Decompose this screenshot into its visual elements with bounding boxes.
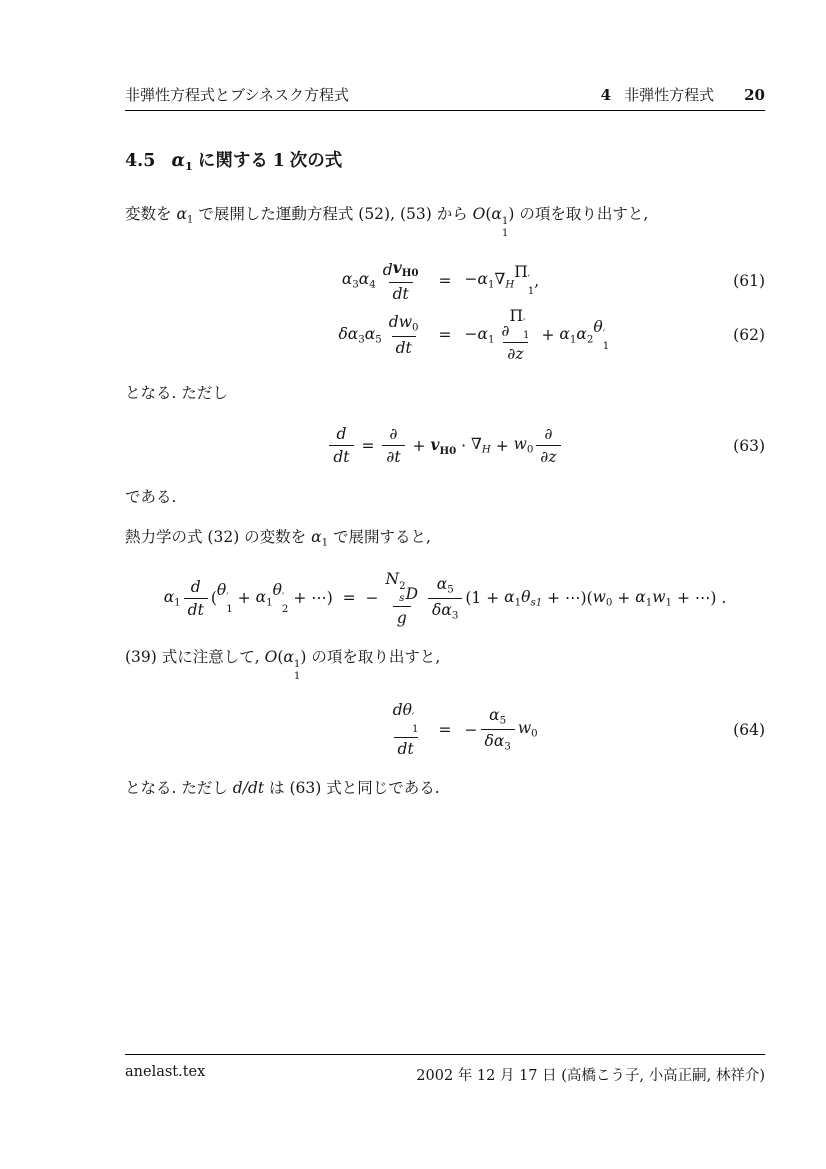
math-text: Π ′ 1 — [514, 263, 535, 298]
paragraph — [125, 486, 765, 509]
section-heading-number: 4.5 — [125, 151, 156, 171]
math-text: α — [635, 587, 646, 606]
math-text: $dw_0$ — [388, 313, 419, 334]
math-text: Π ′ 1 — [509, 306, 530, 341]
math-text: ∂ — [544, 425, 553, 444]
math-text: ∇ — [494, 270, 506, 289]
math-text: ∂ — [501, 322, 510, 341]
math-text: = — [356, 436, 380, 455]
math-text: 変数を — [125, 205, 177, 224]
math-text: の項を取り出すと, — [514, 205, 649, 224]
math-text: δα — [484, 732, 505, 751]
math-text: N 2 s — [385, 569, 406, 604]
math-text: $\alpha_2$ — [576, 324, 594, 346]
math-text: で展開した運動方程式 (52), (53) から — [193, 205, 473, 224]
math-text: d — [190, 577, 201, 596]
math-text: は (63) 式と同じである. — [264, 779, 440, 798]
math-text: d — [382, 261, 393, 280]
math-text: 1 — [184, 159, 193, 174]
math-text: H0 — [401, 267, 419, 280]
fraction — [184, 576, 208, 621]
math-text: $\delta\alpha_3$ — [484, 732, 511, 753]
equation-body — [125, 423, 765, 468]
page-content — [125, 0, 765, 817]
equation-rhs — [465, 263, 766, 298]
math-text: dt — [397, 739, 414, 758]
paragraph — [125, 382, 765, 405]
math-text: θ — [272, 580, 282, 599]
math-text: $w_0$ — [592, 587, 613, 609]
math-text — [494, 270, 514, 291]
equals-sign: = — [438, 271, 452, 290]
math-text — [521, 588, 542, 609]
math-text: g — [396, 608, 407, 627]
math-text — [430, 435, 456, 457]
math-text: α — [283, 647, 294, 666]
fraction — [497, 305, 533, 366]
math-text: α — [489, 706, 500, 725]
math-text: $\delta\alpha_3$ — [338, 324, 365, 346]
math-text: − — [464, 720, 478, 739]
equation-number: (63) — [733, 436, 765, 455]
math-text: の項を取り出すと, — [306, 647, 441, 666]
math-text: dt — [395, 338, 412, 357]
math-text — [393, 258, 419, 281]
equation-lhs — [125, 699, 426, 760]
math-text: 次の式 — [284, 150, 343, 170]
math-text: ( — [485, 205, 492, 224]
math-text: $\alpha_5$ — [364, 324, 382, 346]
math-text: θ — [593, 317, 603, 336]
math-text: $-\alpha_1$ — [464, 270, 495, 291]
math-text: $-\alpha_1$ — [464, 324, 495, 346]
equals-sign: = — [438, 720, 452, 739]
footer-date-authors: 2002 年 12 月 17 日 (高橋こう子, 小高正嗣, 林祥介) — [416, 1068, 765, 1084]
equation-rhs — [465, 305, 766, 366]
math-text: Π — [509, 306, 524, 325]
math-text: α 1 1 — [491, 205, 509, 239]
math-text: w — [513, 435, 527, 454]
fraction — [382, 568, 423, 629]
fraction — [428, 573, 462, 624]
math-text: θ ′ 1 — [593, 317, 610, 352]
math-text: $w_0$ — [513, 435, 534, 456]
math-text: + — [490, 436, 514, 455]
math-text — [171, 151, 193, 174]
footer-filename: anelast.tex — [125, 1064, 206, 1080]
math-text: α — [255, 587, 267, 606]
math-text: θ ′ 1 — [216, 580, 233, 615]
paragraph — [125, 646, 765, 683]
math-text: α 1 1 — [283, 647, 301, 682]
math-text: , — [534, 271, 540, 290]
math-text: N — [385, 569, 400, 588]
math-text: H0 — [439, 444, 457, 457]
math-text: $\delta\alpha_3$ — [432, 600, 459, 622]
math-text: H — [481, 445, 491, 456]
equation-number: (62) — [733, 326, 765, 345]
equation-lhs — [125, 257, 426, 305]
equation-block — [125, 699, 765, 760]
math-text: となる. ただし — [125, 779, 233, 798]
math-text: θ ′ 2 — [272, 580, 289, 615]
math-text: である. — [125, 487, 177, 506]
equation-row — [125, 305, 765, 366]
math-text: −α — [464, 270, 488, 289]
section-heading — [125, 147, 765, 173]
equation-block — [125, 568, 765, 629]
header-section-title: 非弾性方程式 — [624, 87, 715, 104]
math-text: $\alpha_1$ — [163, 587, 181, 609]
math-text: α — [576, 324, 587, 343]
math-text: α — [176, 205, 187, 224]
math-text: dθ ′ 1 — [392, 701, 419, 736]
math-text: d/dt — [232, 779, 265, 798]
math-text: + ⋯) . — [672, 589, 727, 608]
math-text: + — [407, 436, 431, 455]
math-text: v — [430, 434, 440, 454]
header-section-number: 4 — [600, 86, 612, 104]
math-text: ( — [277, 647, 284, 666]
document-body — [125, 203, 765, 800]
math-text: ∂z — [507, 345, 524, 364]
header-right — [601, 84, 765, 105]
math-text: + ⋯)( — [542, 589, 593, 608]
header-page-number: 20 — [744, 86, 765, 104]
math-text: (1 + — [465, 589, 505, 608]
math-text: d — [336, 425, 347, 444]
math-text: δα — [432, 600, 452, 619]
equation-row — [125, 699, 765, 760]
math-text: + ⋯) — [288, 589, 333, 608]
math-text: O — [264, 647, 278, 666]
math-text: $\alpha_1$ — [255, 587, 273, 609]
math-text: に関する — [192, 150, 273, 170]
paragraph — [125, 777, 765, 800]
equation-row — [125, 257, 765, 305]
math-text: · — [456, 436, 472, 455]
math-text: D — [405, 585, 419, 604]
fraction — [536, 423, 560, 468]
math-text: $\alpha_5$ — [436, 574, 454, 596]
math-text: $\alpha_4$ — [358, 270, 376, 291]
math-text: で展開すると, — [328, 527, 431, 546]
math-text: α — [559, 324, 570, 343]
math-text — [471, 435, 491, 456]
math-text: α — [436, 574, 448, 593]
math-text: δα — [338, 324, 359, 343]
math-text: 1 — [272, 151, 285, 171]
equation-block — [125, 423, 765, 469]
math-text: dw — [388, 313, 412, 332]
math-text: $\alpha_1$ — [311, 527, 329, 549]
math-text: $\alpha_5$ — [489, 706, 507, 727]
header-rule — [125, 110, 765, 111]
equation-number: (64) — [733, 720, 765, 739]
section-heading-title — [171, 150, 343, 174]
math-text: 熱力学の式 (32) の変数を — [125, 527, 312, 546]
fraction — [329, 423, 353, 468]
math-text: = — [332, 589, 366, 608]
math-text: $\alpha_3$ — [341, 270, 359, 291]
math-text: + — [232, 589, 256, 608]
math-text: となる. ただし — [125, 384, 228, 403]
math-text: ∂z — [540, 448, 557, 467]
math-text: $w_0$ — [517, 719, 538, 740]
math-text: ∇ — [471, 435, 482, 454]
page-footer — [125, 1054, 765, 1085]
equation-lhs — [125, 311, 426, 359]
equation-row — [125, 423, 765, 469]
math-text: α — [341, 270, 353, 289]
math-text: dt — [333, 448, 350, 467]
math-text: α — [491, 205, 502, 224]
math-text: θ — [216, 580, 227, 599]
math-text: $\alpha_1$ — [559, 324, 577, 346]
math-text: ∂t — [386, 448, 401, 467]
math-text: dt — [187, 600, 204, 619]
fraction — [382, 423, 404, 468]
equation-block — [125, 257, 765, 366]
math-text: α — [163, 587, 175, 606]
math-text: + — [536, 326, 560, 345]
header-document-title: 非弾性方程式とブシネスク方程式 — [125, 87, 349, 104]
math-text: + — [612, 589, 636, 608]
math-text: ) — [300, 647, 307, 666]
equation-rhs — [465, 704, 766, 755]
math-text: α — [311, 527, 322, 546]
math-text: v — [392, 257, 402, 277]
math-text: s1 — [530, 597, 543, 609]
math-text: − — [365, 589, 379, 608]
math-text: α — [171, 151, 185, 171]
equals-sign: = — [438, 326, 452, 345]
fraction — [379, 257, 423, 305]
math-text: $\alpha_1$ — [635, 587, 653, 609]
math-text: ) — [508, 205, 515, 224]
paragraph — [125, 526, 765, 551]
math-text: dt — [392, 284, 409, 303]
math-text: −α — [464, 324, 488, 343]
math-text: Π — [514, 263, 528, 282]
running-header — [125, 84, 765, 105]
math-text: ( — [210, 589, 217, 608]
math-text: dθ — [392, 701, 412, 720]
math-text: α — [504, 587, 515, 606]
math-text: w — [652, 587, 666, 606]
fraction — [385, 311, 423, 359]
math-text: O — [472, 205, 486, 224]
math-text: $\alpha_1$ — [176, 205, 194, 226]
math-text: ∂ — [389, 425, 398, 444]
math-text: w — [517, 719, 532, 738]
math-text: α — [358, 270, 370, 289]
fraction — [481, 704, 515, 755]
math-text: s — [399, 592, 405, 604]
equation-row — [125, 568, 765, 629]
math-text: $\alpha_1$ — [504, 587, 522, 609]
math-text: $w_1$ — [652, 587, 673, 609]
math-text: (39) 式に注意して, — [125, 647, 265, 666]
paragraph — [125, 203, 765, 240]
math-text: α — [364, 324, 376, 343]
fraction — [389, 699, 423, 760]
equation-body — [125, 568, 765, 629]
math-text: w — [592, 587, 606, 606]
equation-number: (61) — [733, 271, 765, 290]
math-text: H — [505, 279, 515, 291]
math-text: θ — [521, 587, 531, 606]
